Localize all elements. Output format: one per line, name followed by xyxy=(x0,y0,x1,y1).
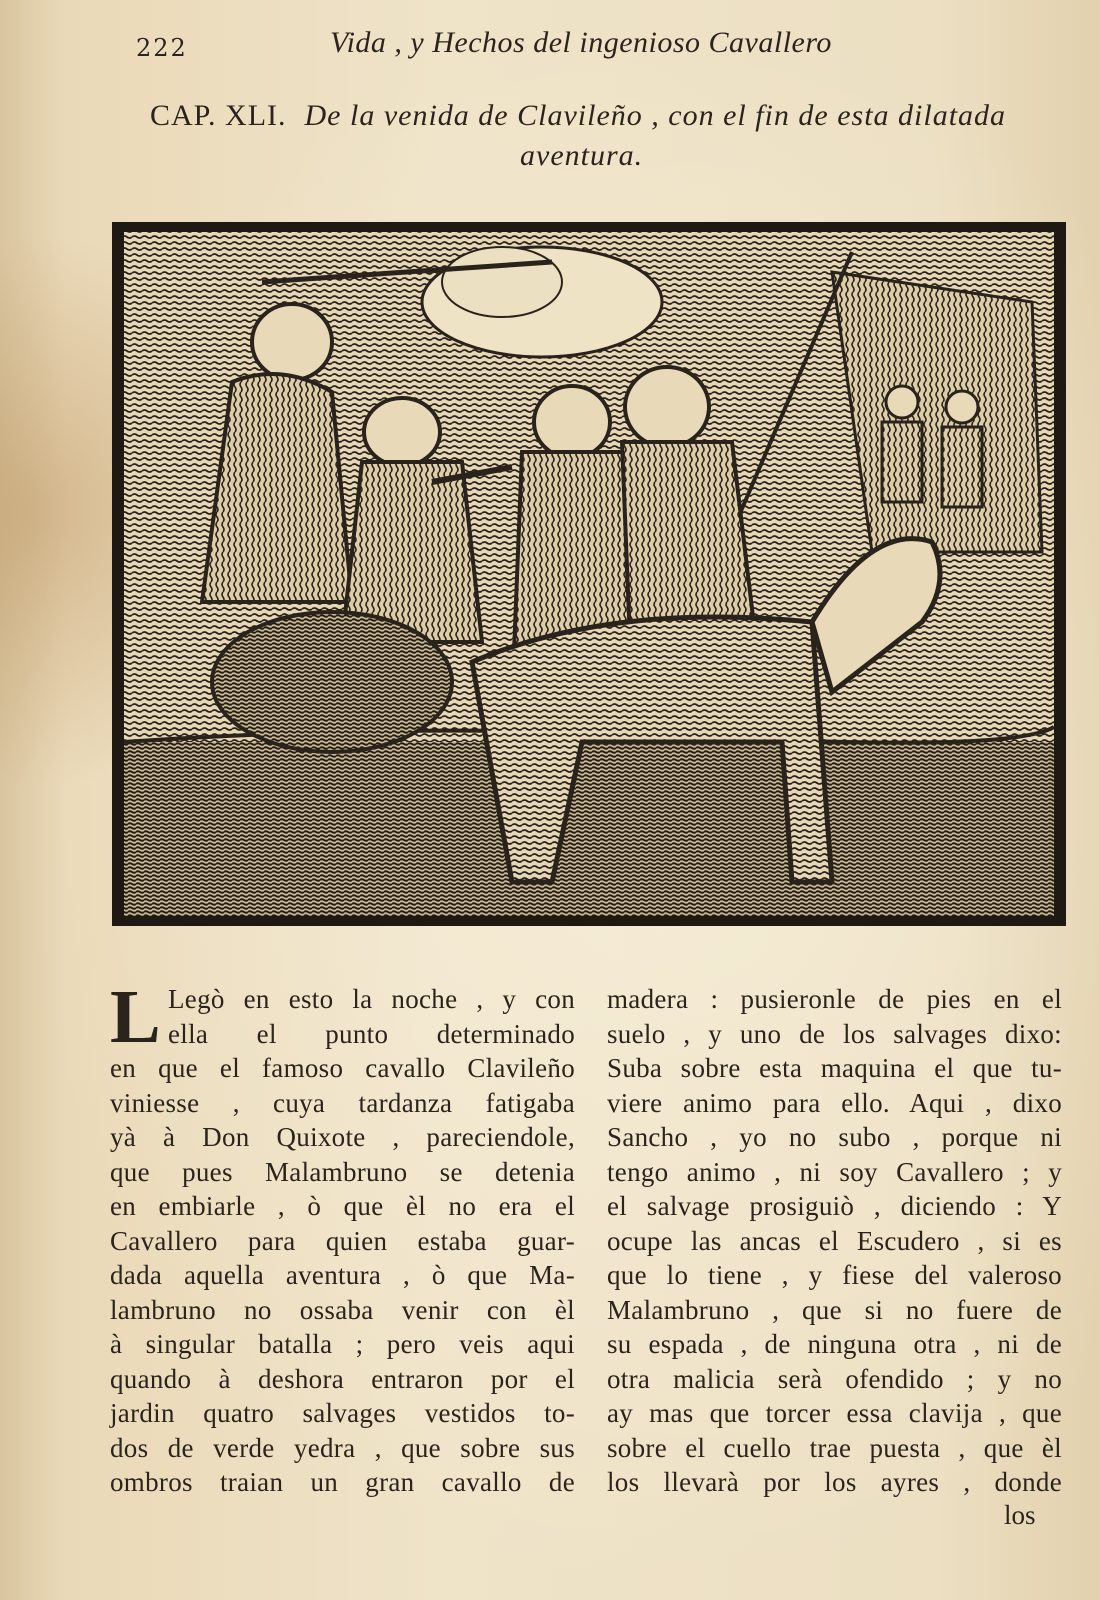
text-line: los llevarà por los ayres , donde xyxy=(607,1467,1062,1497)
text-line: viniesse , cuya tardanza fatigaba xyxy=(110,1087,575,1118)
text-line: jardin quatro salvages vestidos to- xyxy=(110,1398,575,1428)
text-line: Sancho , yo no subo , porque ni xyxy=(607,1122,1062,1152)
page-number: 222 xyxy=(136,34,188,62)
chapter-title-line-1: De la venida de Clavileño , con el fin de esta dilatada xyxy=(304,99,1007,132)
left-column xyxy=(110,975,575,1500)
text-line: sobre el cuello trae puesta , que èl xyxy=(607,1432,1062,1463)
text-line: ombros traian un gran cavallo de xyxy=(110,1467,575,1497)
drop-cap: L xyxy=(110,975,161,1059)
catchword: los xyxy=(1004,1500,1036,1530)
text-line: su espada , de ninguna otra , ni de xyxy=(607,1329,1062,1359)
text-line: ella el punto determinado xyxy=(168,1018,575,1049)
text-line: en que el famoso cavallo Clavileño xyxy=(110,1053,575,1083)
text-line: ocupe las ancas el Escudero , si es xyxy=(607,1225,1062,1256)
text-line: que pues Malambruno se detenia xyxy=(110,1156,575,1187)
right-column xyxy=(607,982,1062,1500)
text-line: suelo , y uno de los salvages dixo: xyxy=(607,1018,1062,1049)
text-line: Legò en esto la noche , y con xyxy=(168,984,575,1014)
text-line: Malambruno , que si no fuere de xyxy=(607,1294,1062,1325)
text-line: viere animo para ello. Aqui , dixo xyxy=(607,1087,1062,1118)
text-line: otra malicia serà ofendido ; y no xyxy=(607,1363,1062,1394)
text-line: quando à deshora entraron por el xyxy=(110,1363,575,1394)
text-line: lambruno no ossaba venir con èl xyxy=(110,1294,575,1325)
text-line: Suba sobre esta maquina el que tu- xyxy=(607,1053,1062,1083)
running-head xyxy=(130,20,1030,64)
text-line: tengo animo , ni soy Cavallero ; y xyxy=(607,1156,1062,1187)
text-line: madera : pusieronle de pies en el xyxy=(607,984,1062,1014)
text-line: en embiarle , ò que èl no era el xyxy=(110,1191,575,1221)
text-line: que lo tiene , y fiese del valeroso xyxy=(607,1260,1062,1290)
text-line: ay mas que torcer essa clavija , que xyxy=(607,1398,1062,1428)
woodcut-illustration-icon xyxy=(112,222,1066,926)
running-title: Vida , y Hechos del ingenioso Cavallero xyxy=(330,26,832,59)
text-line: dada aquella aventura , ò que Ma- xyxy=(110,1260,575,1290)
text-line: dos de verde yedra , que sobre sus xyxy=(110,1432,575,1463)
chapter-title-line-2: aventura. xyxy=(520,139,644,172)
text-line: yà à Don Quixote , pareciendole, xyxy=(110,1122,575,1152)
text-line: à singular batalla ; pero veis aqui xyxy=(110,1329,575,1359)
chapter-number: CAP. XLI. xyxy=(150,99,287,132)
chapter-heading xyxy=(150,96,1050,172)
text-line: Cavallero para quien estaba guar- xyxy=(110,1225,575,1256)
text-line: el salvage prosiguiò , diciendo : Y xyxy=(607,1191,1062,1221)
